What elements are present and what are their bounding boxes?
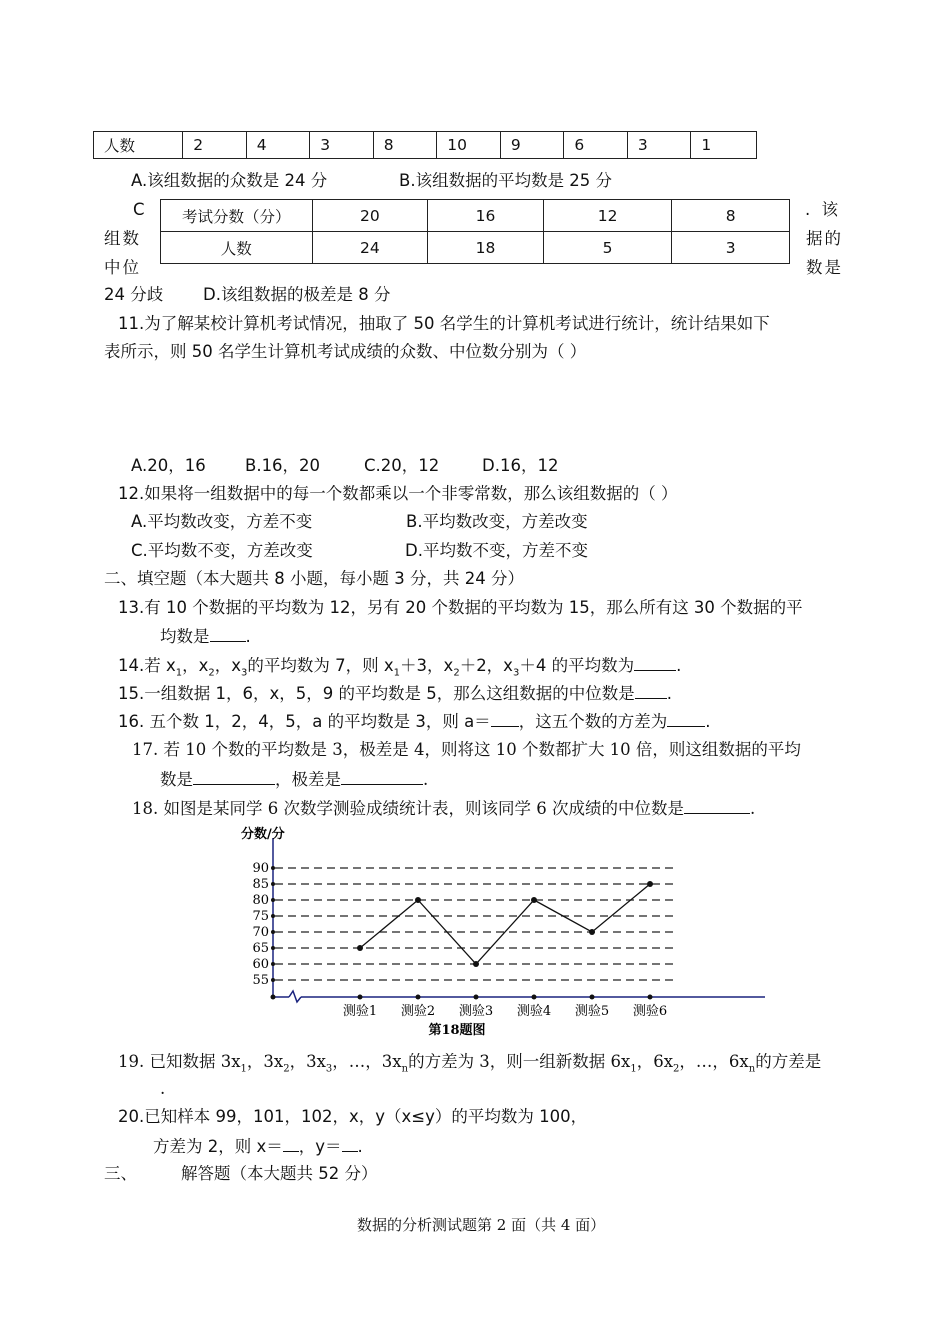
q19-stem	[118, 1051, 821, 1080]
q19-text: 的方差是	[755, 1052, 822, 1071]
subscript: 3	[325, 1063, 333, 1075]
table-row	[161, 232, 790, 264]
q10-option-d: D.该组数据的极差是 8 分	[203, 285, 391, 304]
q17-stem: 17. 若 10 个数的平均数是 3，极差是 4，则将这 10 个数都扩大 10 倍，则这组数据的平均	[132, 740, 801, 759]
answer-blank[interactable]	[210, 625, 246, 642]
x-tick-label: 测验4	[516, 1004, 552, 1019]
answer-blank[interactable]	[684, 797, 750, 814]
q10-option-c-end: 24 分歧	[104, 285, 164, 304]
answer-blank[interactable]	[342, 1135, 358, 1152]
table-cell: 3	[672, 232, 790, 264]
q12-option-d: D.平均数不变，方差不变	[405, 541, 588, 560]
section-number: 三、	[104, 1164, 137, 1183]
x-tick-dot	[416, 995, 421, 1000]
period: .	[749, 799, 756, 818]
period: .	[705, 712, 711, 731]
y-tick-dot	[271, 866, 275, 870]
line-chart	[225, 820, 785, 1045]
subscript: n	[748, 1063, 756, 1075]
x-tick-label: 测验5	[574, 1004, 610, 1019]
y-tick-label: 70	[252, 925, 269, 940]
y-tick-dot	[271, 914, 275, 918]
q11-option-b: B.16，20	[245, 456, 321, 475]
subscript: 2	[283, 1063, 290, 1075]
q17-text: ，极差是	[275, 770, 341, 789]
q12-option-b: B.平均数改变，方差改变	[406, 512, 588, 531]
q10-option-c-right: . 该	[805, 200, 841, 219]
table-cell: 9	[500, 132, 564, 159]
data-point	[531, 897, 537, 903]
q15-text: 15.一组数据 1，6，x，5，9 的平均数是 5，那么这组数据的中位数是	[118, 684, 635, 703]
y-tick-dot	[271, 978, 275, 982]
q14-text: ，x	[214, 656, 242, 675]
x-tick-dot	[648, 995, 653, 1000]
table-cell: 16	[428, 200, 544, 232]
q20-text: ，y＝	[298, 1137, 342, 1156]
q19-text: 19. 已知数据 3x	[118, 1052, 241, 1071]
subscript: 3	[512, 667, 520, 679]
q14-stem	[118, 654, 681, 684]
subscript: 1	[175, 667, 183, 679]
data-point	[415, 897, 421, 903]
q14-text: ＋2，x	[459, 656, 513, 675]
answer-blank[interactable]	[341, 768, 423, 785]
q14-text: 的平均数为 7，则 x	[247, 656, 394, 675]
q10-option-b: B.该组数据的平均数是 25 分	[399, 171, 613, 190]
table-cell: 4	[246, 132, 310, 159]
table-cell: 1	[691, 132, 757, 159]
subscript: 1	[393, 667, 401, 679]
table-cell: 2	[183, 132, 247, 159]
q11-option-d: D.16，12	[482, 456, 559, 475]
q11-option-a: A.20，16	[131, 456, 206, 475]
table-cell: 3	[310, 132, 374, 159]
x-tick-dot	[532, 995, 537, 1000]
q17-stem-line2	[160, 768, 428, 791]
y-tick-label: 85	[252, 877, 269, 892]
x-tick-label: 测验3	[458, 1004, 494, 1019]
y-tick-label: 65	[252, 941, 269, 956]
table-cell: 8	[373, 132, 437, 159]
q16-text: ，这五个数的方差为	[518, 712, 668, 731]
table-cell: 人数	[94, 132, 183, 159]
answer-blank[interactable]	[491, 710, 519, 727]
q14-text: ，x	[182, 656, 209, 675]
data-point	[589, 929, 595, 935]
subscript: n	[401, 1063, 409, 1075]
subscript: 3	[241, 667, 248, 679]
table-row	[94, 132, 757, 159]
q12-stem: 12.如果将一组数据中的每一个数都乘以一个非零常数，那么该组数据的（ ）	[118, 484, 678, 503]
y-tick-label: 90	[252, 861, 269, 876]
table-cell: 8	[672, 200, 790, 232]
subscript: 1	[630, 1063, 637, 1075]
q19-text: 的方差为 3，则一组新数据 6x	[408, 1052, 631, 1071]
answer-blank[interactable]	[283, 1135, 299, 1152]
table-cell: 5	[543, 232, 672, 264]
q19-text: ，6x	[636, 1052, 674, 1071]
subscript: 2	[673, 1063, 680, 1075]
period: .	[666, 684, 672, 703]
x-tick-label: 测验1	[342, 1004, 378, 1019]
q11-option-c: C.20，12	[364, 456, 440, 475]
table-cell: 人数	[161, 232, 313, 264]
q10-option-c-right: 据的	[806, 229, 843, 248]
table-cell: 18	[428, 232, 544, 264]
q13-text: 均数是	[160, 627, 210, 646]
q18-stem	[132, 797, 755, 820]
data-line	[360, 884, 650, 964]
y-tick-label: 75	[252, 909, 269, 924]
answer-blank[interactable]	[667, 710, 705, 727]
period: .	[245, 627, 251, 646]
subscript: 2	[208, 667, 215, 679]
y-tick-dot	[271, 898, 275, 902]
subscript: 1	[240, 1063, 247, 1075]
q18-text: 18. 如图是某同学 6 次数学测验成绩统计表，则该同学 6 次成绩的中位数是	[132, 799, 684, 818]
q20-stem-line2	[153, 1135, 363, 1158]
data-point	[357, 945, 363, 951]
q13-stem-line2	[160, 625, 251, 648]
axis-break	[289, 991, 301, 1002]
q16-stem	[118, 710, 710, 733]
q14-text: ＋3，x	[400, 656, 454, 675]
period: .	[357, 1137, 363, 1156]
table-cell: 12	[543, 200, 672, 232]
y-tick-label: 80	[252, 893, 269, 908]
x-tick-dot	[474, 995, 479, 1000]
y-tick-label: 55	[252, 973, 269, 988]
q16-text: 16. 五个数 1，2，4，5，a 的平均数是 3，则 a＝	[118, 712, 491, 731]
q10-option-c-left: 中位	[104, 258, 141, 277]
table-cell: 3	[627, 132, 691, 159]
data-point	[647, 881, 653, 887]
chart-caption: 第18题图	[428, 1023, 486, 1038]
q19-text: ，…，3x	[332, 1052, 402, 1071]
period: .	[423, 770, 429, 789]
y-tick-dot	[271, 962, 275, 966]
section-heading: 解答题（本大题共 52 分）	[181, 1164, 378, 1183]
y-tick-dot	[271, 882, 275, 886]
q10-option-c-right: 数是	[806, 258, 843, 277]
q17-text: 数是	[160, 770, 193, 789]
q15-stem	[118, 682, 672, 705]
answer-blank[interactable]	[193, 768, 275, 785]
y-tick-label: 60	[252, 957, 269, 972]
q20-stem: 20.已知样本 99，101，102，x，y（x≤y）的平均数为 100，	[118, 1107, 588, 1126]
data-point	[473, 961, 479, 967]
answer-blank[interactable]	[635, 682, 667, 699]
subscript: 2	[453, 667, 460, 679]
y-tick-dot	[271, 946, 275, 950]
period: .	[676, 656, 682, 675]
table-cell: 20	[312, 200, 428, 232]
q13-stem: 13.有 10 个数据的平均数为 12，另有 20 个数据的平均数为 15，那么所有这 30 个数据的平	[118, 598, 803, 617]
q11-stem: 11.为了解某校计算机考试情况，抽取了 50 名学生的计算机考试进行统计，统计结果如下	[118, 314, 770, 333]
x-tick-dot	[590, 995, 595, 1000]
q19-text: ，3x	[246, 1052, 284, 1071]
table-cell: 10	[437, 132, 501, 159]
x-tick-dot	[358, 995, 363, 1000]
x-tick-label: 测验6	[632, 1004, 668, 1019]
table-scores-count	[93, 131, 757, 159]
y-axis-label: 分数/分	[241, 827, 285, 842]
q14-text: 14.若 x	[118, 656, 176, 675]
x-tick-label: 测验2	[400, 1004, 436, 1019]
table-cell: 考试分数（分）	[161, 200, 313, 232]
table-exam-scores	[160, 199, 790, 264]
q12-option-a: A.平均数改变，方差不变	[131, 512, 313, 531]
table-row	[161, 200, 790, 232]
table-cell: 24	[312, 232, 428, 264]
answer-blank[interactable]	[634, 654, 676, 671]
q14-text: ＋4 的平均数为	[519, 656, 635, 675]
q10-option-a: A.该组数据的众数是 24 分	[131, 171, 328, 190]
q20-text: 方差为 2，则 x＝	[153, 1137, 283, 1156]
q19-period: .	[160, 1079, 166, 1098]
q19-text: ，…，6x	[679, 1052, 749, 1071]
page-footer: 数据的分析测试题第 2 面（共 4 面）	[357, 1216, 606, 1234]
table-cell: 6	[564, 132, 628, 159]
q10-option-c-left: C	[133, 200, 145, 219]
q11-stem: 表所示，则 50 名学生计算机考试成绩的众数、中位数分别为（ ）	[104, 342, 587, 361]
q12-option-c: C.平均数不变，方差改变	[131, 541, 313, 560]
y-tick-dot	[271, 930, 275, 934]
q19-text: ，3x	[289, 1052, 326, 1071]
q10-option-c-left: 组数	[104, 229, 141, 248]
origin-dot	[271, 995, 276, 1000]
section-heading: 二、填空题（本大题共 8 小题，每小题 3 分，共 24 分）	[104, 569, 524, 588]
